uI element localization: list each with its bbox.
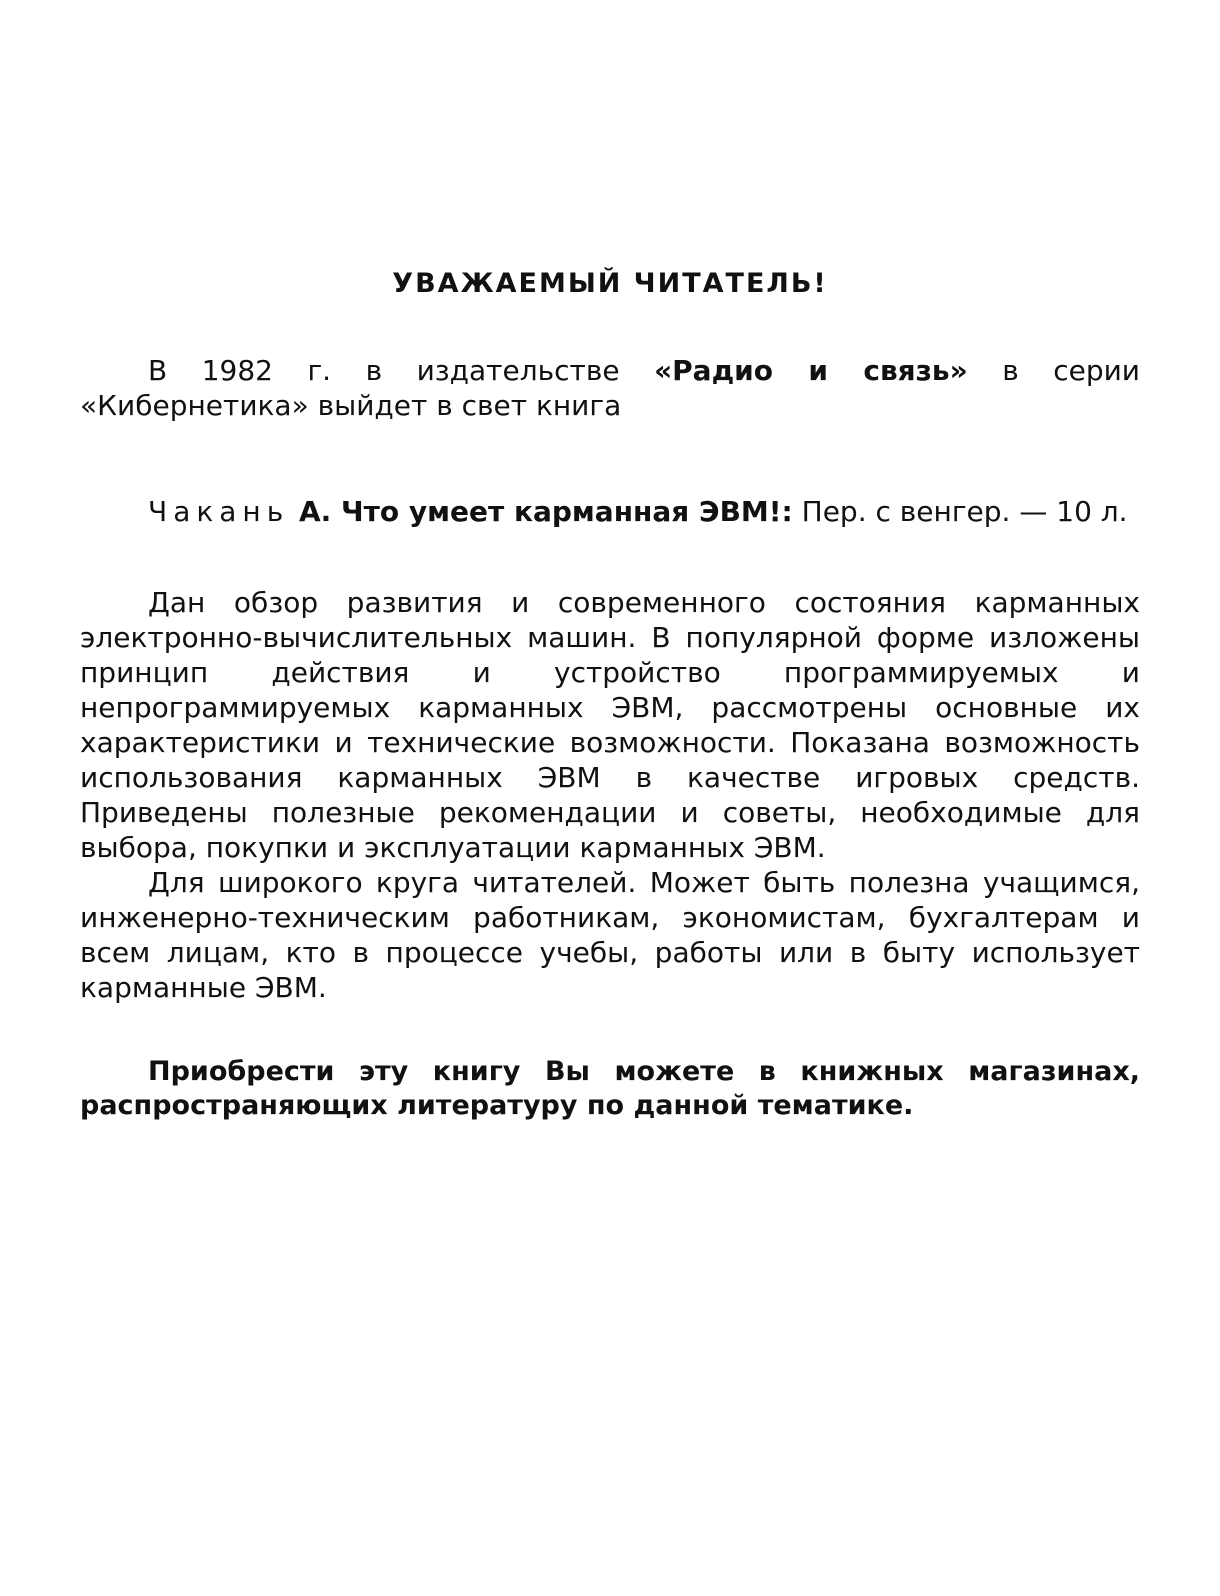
book-details: Пер. с венгер. — 10 л. [792, 495, 1128, 528]
book-description [80, 585, 1140, 1005]
intro-text-end: в серии «Кибернетика» выйдет в свет книга [80, 354, 1141, 422]
book-title: Что умеет карманная ЭВМ!: [341, 495, 793, 528]
intro-text-start: В 1982 г. в издательстве [148, 354, 655, 387]
purchase-note [80, 1055, 1140, 1123]
book-reference [80, 494, 1140, 529]
purchase-note-text: Приобрести эту книгу Вы можете в книжных магазинах, распространяющих литературу по данной тематике. [80, 1056, 1140, 1121]
description-paragraph-1: Дан обзор развития и современного состояния карманных электронно-вычислительных машин. В популярной форме изложены принцип действия и устройство программируемых и непрограммируемых карманных ЭВМ, рассмотрены основные их характеристики и технические возможности. Показана возможность использования карманных ЭВМ в качестве игровых средств. Приведены полезные рекомендации и советы, необходимые для выбора, покупки и эксплуатации карманных ЭВМ. [80, 586, 1140, 864]
description-paragraph-2: Для широкого круга читателей. Может быть полезна учащимся, инженерно-техническим работникам, экономистам, бухгалтерам и всем лицам, кто в процессе учебы, работы или в быту использует карманные ЭВМ. [80, 866, 1140, 1004]
author-initial: А. [289, 495, 342, 528]
page-heading: УВАЖАЕМЫЙ ЧИТАТЕЛЬ! [392, 268, 828, 299]
author-surname: Чакань [148, 495, 290, 528]
publisher-name: «Радио и связь» [654, 354, 968, 387]
intro-paragraph [80, 353, 1140, 423]
